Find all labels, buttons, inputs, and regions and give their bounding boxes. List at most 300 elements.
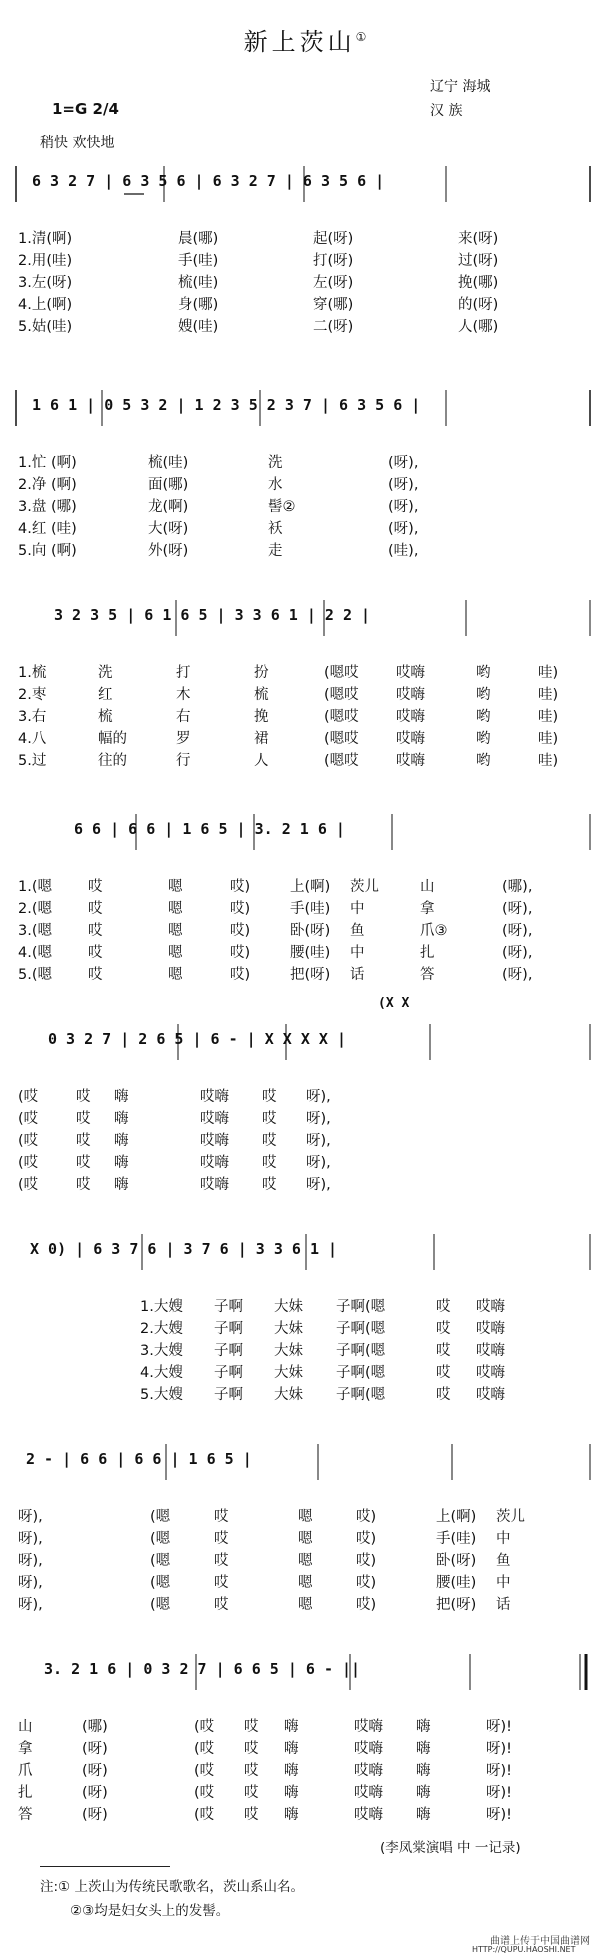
verse-row [18,540,598,562]
lyric: 答 [420,967,435,983]
notation-line-8 [14,1646,594,1698]
lyric: 4.(嗯 [18,945,52,961]
lyric: 4.红 (哇) [18,521,77,537]
lyric: (嗯 [150,1575,171,1591]
lyric: 鱼 [496,1553,511,1569]
lyric: 哎嗨 [396,665,425,681]
lyric: 往的 [98,753,127,769]
lyric: 袄 [268,521,283,537]
lyric: 扮 [254,665,269,681]
lyric: 行 [176,753,191,769]
lyric: 嗨 [114,1089,129,1105]
lyric: 中 [350,901,365,917]
lyric: (呀), [388,477,419,493]
lyric: 子啊 [214,1321,243,1337]
lyric: 2.大嫂 [140,1321,183,1337]
lyric: 哎 [436,1321,451,1337]
lyric: 呀), [18,1575,43,1591]
lyric: 5.(嗯 [18,967,52,983]
lyric: 哎嗨 [396,753,425,769]
lyric: 哇) [538,665,559,681]
lyric: (呀), [388,455,419,471]
lyric: 手(哇) [178,253,219,269]
lyric: 哎 [244,1763,259,1779]
lyric: (哇), [388,543,419,559]
watermark-line-2: HTTP://QUPU.HAOSHI.NET [472,1945,576,1954]
lyric: 3.(嗯 [18,923,52,939]
lyric: 哎 [88,923,103,939]
lyric: 水 [268,477,283,493]
verse-row [18,876,598,898]
lyric: (嗯哎 [324,709,359,725]
lyric: (呀) [82,1763,108,1779]
lyric: 木 [176,687,191,703]
verse-row [18,1738,598,1760]
lyric: 哎嗨 [476,1299,505,1315]
title-footnote-mark: ① [355,30,367,44]
lyric: 扎 [18,1785,33,1801]
lyric: 哇) [538,709,559,725]
lyric: 鱼 [350,923,365,939]
verse-row [18,1594,598,1616]
lyric: 把(呀) [436,1597,477,1613]
lyric: 呀), [18,1553,43,1569]
lyric: 哟 [476,665,491,681]
lyric: 哎嗨 [354,1785,383,1801]
lyric: (嗯 [150,1597,171,1613]
lyric: 腰(哇) [290,945,331,961]
lyric: 呀), [306,1155,331,1171]
lyric: 大妹 [274,1321,303,1337]
lyric: 哎嗨 [396,731,425,747]
notation-line-6 [14,1226,594,1278]
lyric: 嗨 [284,1719,299,1735]
verse-row [18,272,598,294]
verse-row [18,942,598,964]
lyric: 爪 [18,1763,33,1779]
verse-row [18,250,598,272]
verse-row [140,1296,600,1318]
lyric: 腰(哇) [436,1575,477,1591]
lyric: 哎 [88,879,103,895]
watermark-line-1: 曲谱上传于中国曲谱网 [490,1936,590,1947]
lyric: 右 [176,709,191,725]
lyric: 呀), [306,1177,331,1193]
notation-line-5 [14,1016,594,1068]
lyric: (哎 [18,1155,39,1171]
lyric: 呀), [18,1597,43,1613]
pickup-notation: (X X [378,996,410,1011]
verse-row [18,706,598,728]
lyric: 晨(哪) [178,231,219,247]
verse-row [18,474,598,496]
lyric: (嗯 [150,1531,171,1547]
lyric: 哎嗨 [396,709,425,725]
verse-row [18,920,598,942]
lyric: 哎 [214,1553,229,1569]
lyric: 来(呀) [458,231,499,247]
lyric: (哎 [194,1763,215,1779]
lyric: 幅的 [98,731,127,747]
lyric: 5.大嫂 [140,1387,183,1403]
lyric: 5.过 [18,753,47,769]
lyric: 2.净 (啊) [18,477,77,493]
lyric: 梳 [98,709,113,725]
lyric: 呀), [306,1089,331,1105]
lyric: 哎) [356,1531,377,1547]
verse-row [18,1152,598,1174]
verse-row [18,496,598,518]
verse-row [18,1528,598,1550]
notation-text-1: 6 3 2 7 | 6 3 5 6 | 6 3 2 7 | 6 3 5 6 | [32,172,385,190]
lyric: 嗨 [416,1807,431,1823]
lyric: 人(哪) [458,319,499,335]
lyric: 2.枣 [18,687,47,703]
verse-row [18,1506,598,1528]
lyric: 嗨 [284,1785,299,1801]
lyric: 哎嗨 [200,1177,229,1193]
lyric: 起(呀) [313,231,354,247]
verse-row [18,1804,598,1826]
verse-row [140,1318,600,1340]
lyric: 嗨 [284,1807,299,1823]
footnote-divider [40,1866,170,1867]
lyric: 打(呀) [313,253,354,269]
verse-row [18,684,598,706]
lyric: 1.清(啊) [18,231,73,247]
lyric: 上(啊) [436,1509,477,1525]
verse-row [18,898,598,920]
lyric: 哎 [244,1741,259,1757]
lyric: 哎嗨 [354,1741,383,1757]
lyric: 哎 [436,1299,451,1315]
lyric: 左(呀) [313,275,354,291]
lyric: 3.大嫂 [140,1343,183,1359]
lyric: 哎嗨 [476,1321,505,1337]
verse-block-3 [18,662,598,772]
verse-row [18,1572,598,1594]
lyric: 打 [176,665,191,681]
lyric: (嗯哎 [324,753,359,769]
lyric: (嗯哎 [324,665,359,681]
lyric: 嗨 [284,1741,299,1757]
lyric: 哎 [214,1575,229,1591]
lyric: 哎 [262,1177,277,1193]
lyric: 呀)! [486,1807,512,1823]
lyric: 拿 [420,901,435,917]
lyric: 哎嗨 [354,1719,383,1735]
verse-row [18,228,598,250]
lyric: 呀)! [486,1785,512,1801]
verse-row [140,1340,600,1362]
key-signature: 1=G 2/4 [52,100,119,118]
lyric: 茨儿 [350,879,379,895]
lyric: 大妹 [274,1365,303,1381]
lyric: 5.向 (啊) [18,543,77,559]
lyric: 哇) [538,687,559,703]
verse-row [18,1086,598,1108]
song-title-text: 新上茨山 [243,28,356,56]
lyric: 呀), [18,1509,43,1525]
lyric: 洗 [268,455,283,471]
lyric: 哟 [476,731,491,747]
lyric: 中 [350,945,365,961]
lyric: 嗯 [298,1575,313,1591]
performer-credit: (李凤棠演唱 中 一记录) [380,1840,521,1856]
lyric: 4.大嫂 [140,1365,183,1381]
lyric: (嗯哎 [324,731,359,747]
lyric: 1.忙 (啊) [18,455,77,471]
lyric: 哎) [356,1553,377,1569]
lyric: 哎 [262,1089,277,1105]
lyric: 挽 [254,709,269,725]
lyric: 面(哪) [148,477,189,493]
lyric: 哎嗨 [354,1763,383,1779]
lyric: 洗 [98,665,113,681]
verse-block-4 [18,876,598,986]
lyric: 3.右 [18,709,47,725]
lyric: 大妹 [274,1387,303,1403]
lyric: 哎 [76,1155,91,1171]
lyric: 髻② [268,499,296,515]
lyric: 外(呀) [148,543,189,559]
song-title [0,22,610,57]
lyric: 哎 [436,1343,451,1359]
lyric: 哎) [230,945,251,961]
lyric: (哎 [18,1089,39,1105]
lyric: (呀), [502,901,533,917]
lyric: 子啊 [214,1365,243,1381]
lyric: 哎嗨 [476,1343,505,1359]
lyric: 嗨 [114,1155,129,1171]
lyric: 呀), [18,1531,43,1547]
lyric: (哎 [18,1111,39,1127]
footnote-2: ②③均是妇女头上的发髻。 [70,1903,230,1919]
verse-row [18,1174,598,1196]
verse-row [18,294,598,316]
lyric: 哎 [76,1133,91,1149]
lyric: 子啊 [214,1343,243,1359]
lyric: 子啊(嗯 [336,1343,386,1359]
lyric: 嗨 [114,1177,129,1193]
lyric: 4.上(啊) [18,297,73,313]
lyric: (呀) [82,1807,108,1823]
lyric: 哎) [230,901,251,917]
lyric: 2.用(哇) [18,253,73,269]
lyric: 哎 [436,1365,451,1381]
lyric: 子啊(嗯 [336,1299,386,1315]
lyric: (呀), [502,967,533,983]
origin-people: 汉 族 [430,103,463,119]
notation-text-3: 3 2 3 5 | 6 1 6 5 | 3 3 6 1 | 2 2 | [54,606,371,624]
lyric: 哎 [76,1111,91,1127]
lyric: 嗨 [114,1111,129,1127]
notation-text-5: 0 3 2 7 | 2 6 5 | 6 - | X X X X | [48,1030,347,1048]
lyric: 嗯 [298,1553,313,1569]
lyric: 山 [420,879,435,895]
lyric: 3.左(呀) [18,275,73,291]
lyric: 子啊 [214,1387,243,1403]
lyric: 哟 [476,709,491,725]
lyric: (哪) [82,1719,108,1735]
lyric: 1.(嗯 [18,879,52,895]
lyric: 子啊(嗯 [336,1365,386,1381]
lyric: 中 [496,1531,511,1547]
lyric: (嗯 [150,1509,171,1525]
lyric: 走 [268,543,283,559]
lyric: 手(哇) [436,1531,477,1547]
verse-row [140,1362,600,1384]
lyric: 红 [98,687,113,703]
verse-row [18,1130,598,1152]
lyric: 人 [254,753,269,769]
lyric: 穿(哪) [313,297,354,313]
verse-row [18,1760,598,1782]
tempo-marking: 稍快 欢快地 [40,135,115,151]
lyric: 中 [496,1575,511,1591]
notation-line-1 [14,158,594,210]
lyric: 大妹 [274,1299,303,1315]
verse-block-6 [140,1296,600,1406]
verse-row [18,1550,598,1572]
lyric: 5.姑(哇) [18,319,73,335]
lyric: 卧(呀) [290,923,331,939]
lyric: 过(呀) [458,253,499,269]
lyric: 嗨 [416,1785,431,1801]
lyric: 嗯 [168,901,183,917]
verse-row [18,1716,598,1738]
verse-row [18,518,598,540]
lyric: (哎 [18,1177,39,1193]
lyric: 哎) [356,1509,377,1525]
lyric: (哎 [194,1719,215,1735]
lyric: 嫂(哇) [178,319,219,335]
lyric: 哟 [476,687,491,703]
lyric: (呀) [82,1785,108,1801]
lyric: 哎 [88,967,103,983]
verse-row [18,1782,598,1804]
lyric: 梳(哇) [178,275,219,291]
lyric: (哎 [194,1807,215,1823]
lyric: 爪③ [420,923,448,939]
lyric: 嗨 [416,1719,431,1735]
lyric: 哎) [230,879,251,895]
lyric: (哎 [194,1785,215,1801]
verse-block-1 [18,228,598,338]
lyric: 嗯 [298,1531,313,1547]
verse-row [18,728,598,750]
lyric: 哎 [436,1387,451,1403]
lyric: 龙(啊) [148,499,189,515]
lyric: 把(呀) [290,967,331,983]
lyric: 哎 [244,1719,259,1735]
lyric: 哎) [230,967,251,983]
lyric: (嗯哎 [324,687,359,703]
footnote-1: 注:① 上茨山为传统民歌歌名，茨山系山名。 [40,1879,304,1895]
lyric: (哎 [194,1741,215,1757]
lyric: 哎嗨 [476,1365,505,1381]
lyric: 呀)! [486,1763,512,1779]
lyric: 哎嗨 [200,1111,229,1127]
lyric: 话 [496,1597,511,1613]
lyric: 哎嗨 [354,1807,383,1823]
verse-row [18,1108,598,1130]
lyric: 子啊 [214,1299,243,1315]
lyric: 哎 [88,901,103,917]
lyric: (呀), [388,521,419,537]
lyric: 哎 [262,1155,277,1171]
lyric: 大妹 [274,1343,303,1359]
notation-line-4 [14,806,594,858]
lyric: 子啊(嗯 [336,1387,386,1403]
lyric: 哇) [538,731,559,747]
lyric: (呀) [82,1741,108,1757]
lyric: 哟 [476,753,491,769]
lyric: 扎 [420,945,435,961]
notation-text-6: X 0) | 6 3 7 6 | 3 7 6 | 3 3 6 1 | [30,1240,338,1258]
lyric: 话 [350,967,365,983]
lyric: 拿 [18,1741,33,1757]
verse-block-2 [18,452,598,562]
lyric: 哎 [244,1785,259,1801]
lyric: 哎嗨 [200,1133,229,1149]
notation-text-7: 2 - | 6 6 | 6 6 | 1 6 5 | [26,1450,252,1468]
lyric: 1.梳 [18,665,47,681]
lyric: 嗯 [298,1597,313,1613]
lyric: 上(啊) [290,879,331,895]
lyric: 山 [18,1719,33,1735]
notation-line-2 [14,382,594,434]
lyric: 嗨 [114,1133,129,1149]
lyric: 的(呀) [458,297,499,313]
lyric: 嗯 [168,945,183,961]
lyric: 3.盘 (哪) [18,499,77,515]
notation-text-4: 6 6 | 6 6 | 1 6 5 | 3. 2 1 6 | [74,820,345,838]
lyric: 嗯 [298,1509,313,1525]
lyric: (嗯 [150,1553,171,1569]
verse-block-8 [18,1716,598,1826]
lyric: 嗯 [168,967,183,983]
lyric: 哎嗨 [396,687,425,703]
verse-row [18,662,598,684]
lyric: 哎) [356,1575,377,1591]
lyric: (哪), [502,879,533,895]
verse-row [18,316,598,338]
lyric: 二(呀) [313,319,354,335]
lyric: (呀), [502,945,533,961]
lyric: 呀)! [486,1719,512,1735]
notation-text-2: 1 6 1 | 0 5 3 2 | 1 2 3 5 2 3 7 | 6 3 5 6 | [32,396,421,414]
verse-row [140,1384,600,1406]
origin-region: 辽宁 海城 [430,79,491,95]
verse-block-5 [18,1086,598,1196]
lyric: 哎) [356,1597,377,1613]
lyric: 哎 [262,1133,277,1149]
notation-line-7 [14,1436,594,1488]
lyric: 罗 [176,731,191,747]
lyric: 哎嗨 [200,1089,229,1105]
lyric: 呀), [306,1133,331,1149]
lyric: 梳(哇) [148,455,189,471]
lyric: 哎) [230,923,251,939]
lyric: 嗨 [416,1763,431,1779]
lyric: 嗯 [168,879,183,895]
lyric: 哎 [262,1111,277,1127]
verse-row [18,750,598,772]
lyric: 茨儿 [496,1509,525,1525]
lyric: 手(哇) [290,901,331,917]
lyric: 1.大嫂 [140,1299,183,1315]
